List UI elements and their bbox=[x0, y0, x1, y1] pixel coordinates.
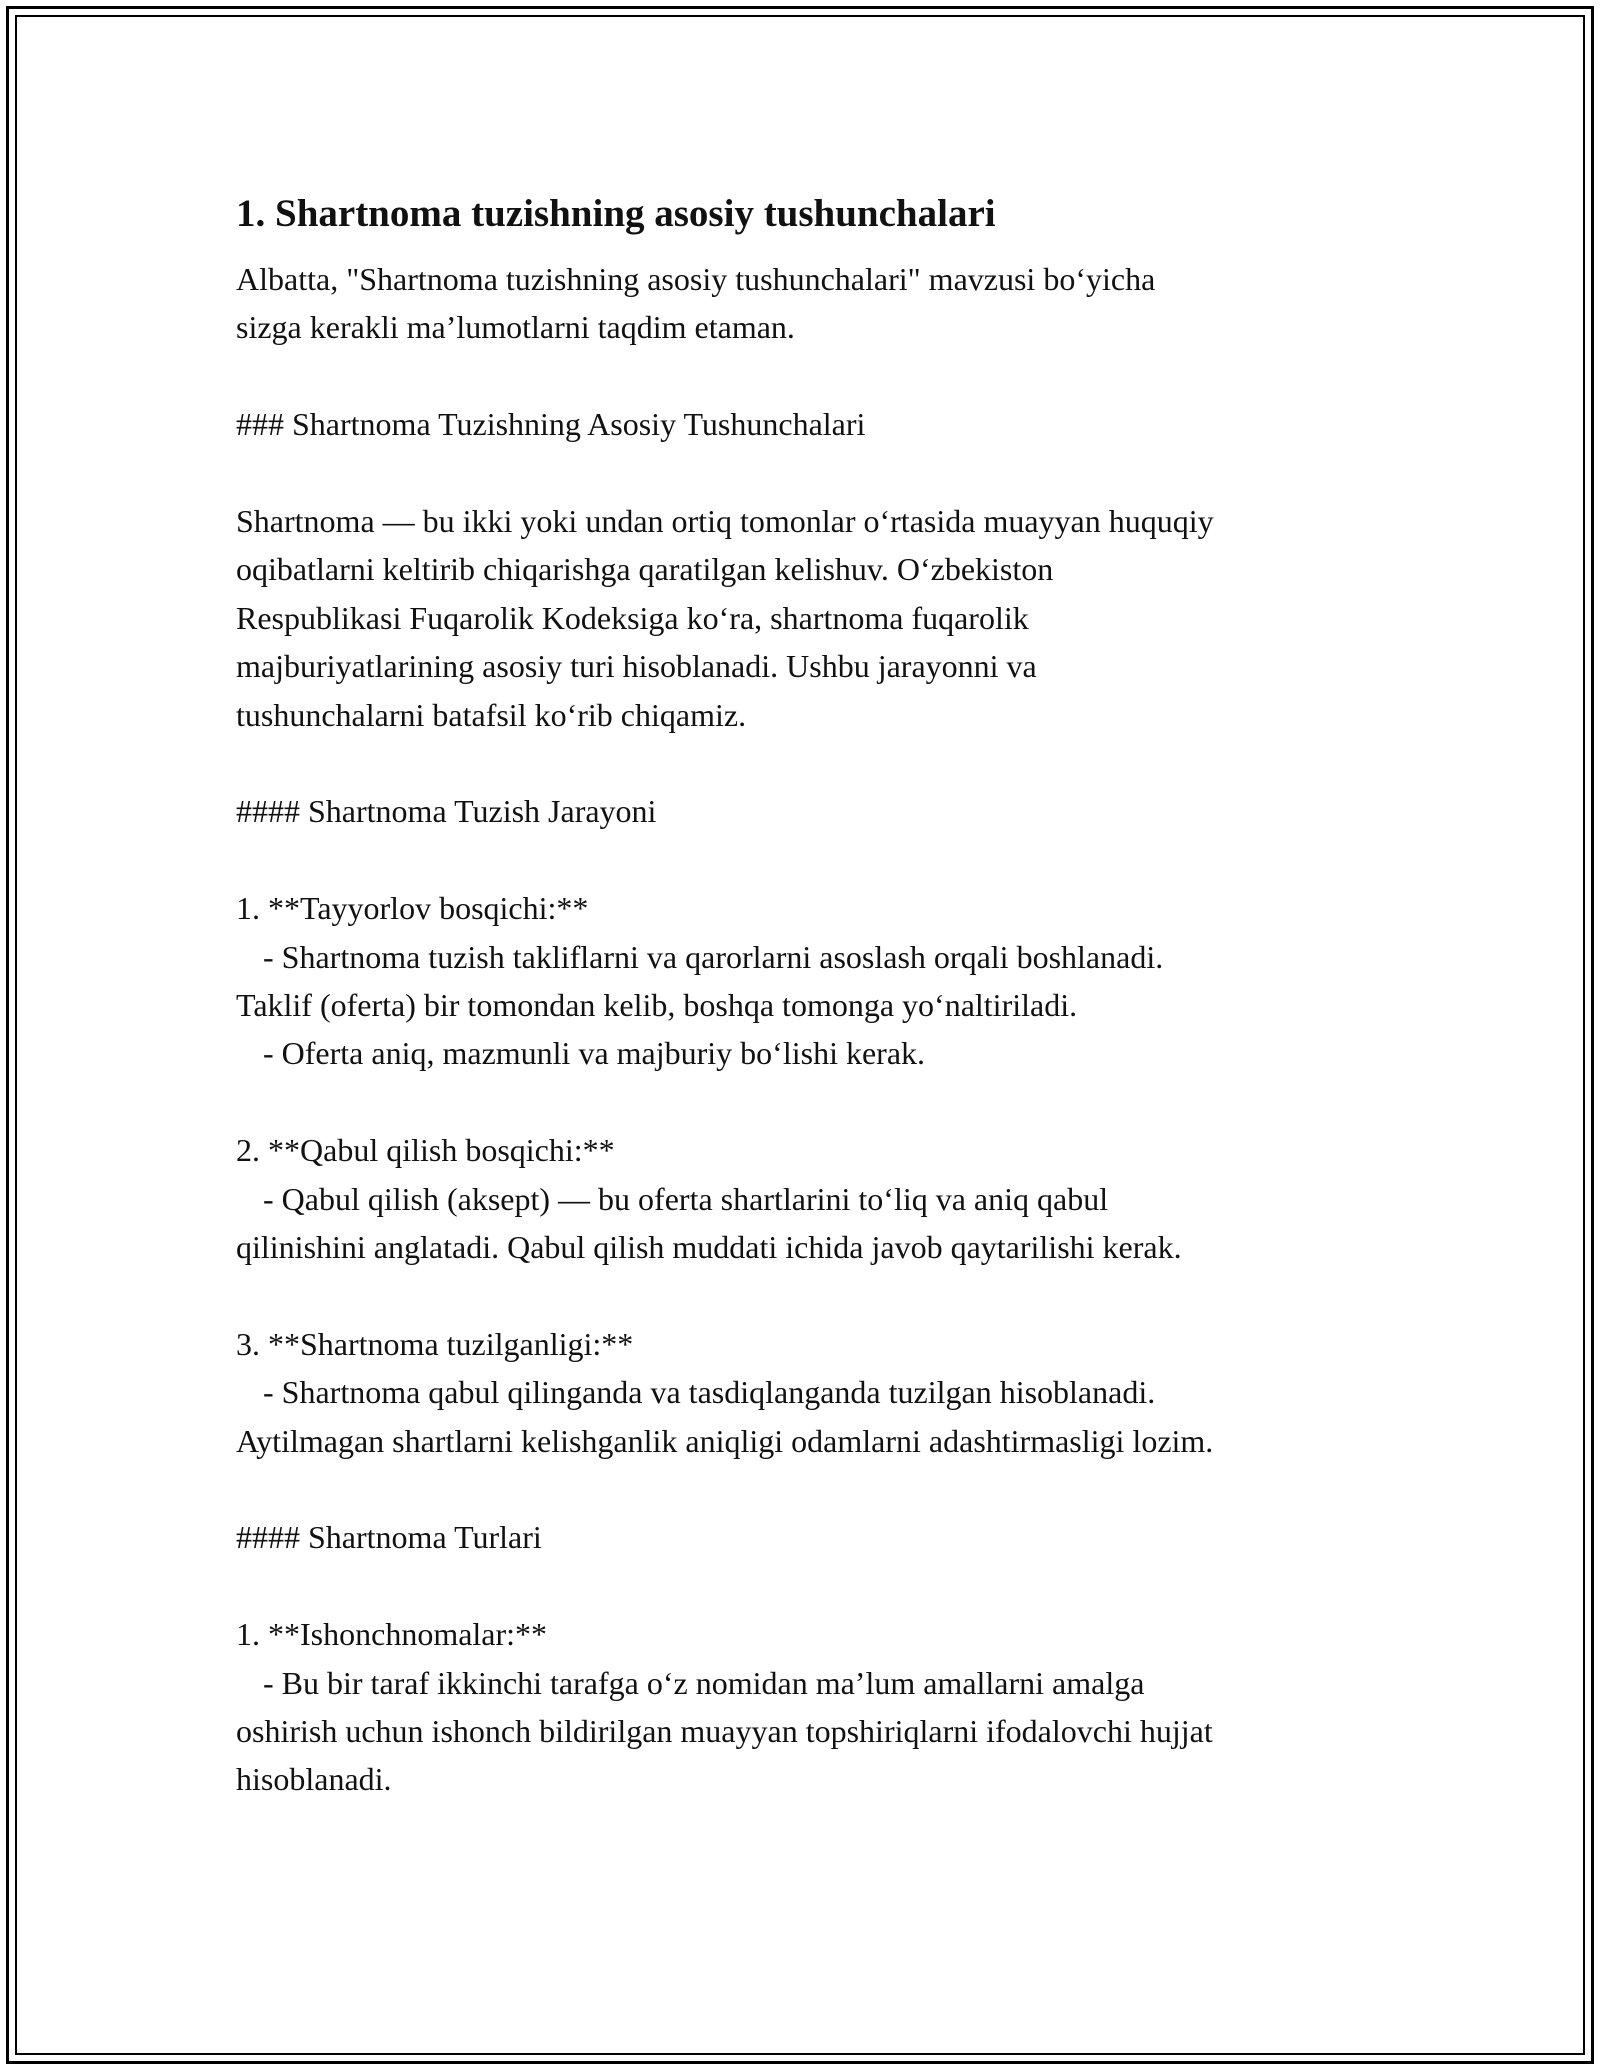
definition-line-2: oqibatlarni keltirib chiqarishga qaratilgan kelishuv. O‘zbekiston bbox=[236, 551, 1054, 588]
definition-line-4: majburiyatlarining asosiy turi hisoblanadi. Ushbu jarayonni va bbox=[236, 648, 1037, 685]
step3-title: 3. **Shartnoma tuzilganligi:** bbox=[236, 1325, 634, 1362]
document-body bbox=[236, 190, 1376, 1804]
definition-line-1: Shartnoma — bu ikki yoki undan ortiq tomonlar o‘rtasida muayyan huquqiy bbox=[236, 503, 1214, 539]
spacer bbox=[236, 1465, 1376, 1513]
step1-title: 1. **Tayyorlov bosqichi:** bbox=[236, 890, 589, 927]
type1-title: 1. **Ishonchnomalar:** bbox=[236, 1616, 548, 1653]
definition-line-5: tushunchalarni batafsil ko‘rib chiqamiz. bbox=[236, 696, 747, 733]
spacer bbox=[236, 1271, 1376, 1319]
intro-line-2: sizga kerakli ma’lumotlarni taqdim etaman. bbox=[236, 309, 795, 346]
step3-bullet1-line1: - Shartnoma qabul qilinganda va tasdiqlanganda tuzilgan hisoblanadi. bbox=[263, 1374, 1156, 1411]
heading-types: #### Shartnoma Turlari bbox=[236, 1519, 542, 1556]
step1-bullet1-line1: - Shartnoma tuzish takliflarni va qarorlarni asoslash orqali boshlanadi. bbox=[263, 938, 1164, 975]
step1-bullet1-line2: Taklif (oferta) bir tomondan kelib, boshqa tomonga yo‘naltiriladi. bbox=[236, 987, 1078, 1024]
type1-bullet1-line2: oshirish uchun ishonch bildirilgan muayyan topshiriqlarni ifodalovchi hujjat bbox=[236, 1713, 1213, 1750]
step3-bullet1-line2: Aytilmagan shartlarni kelishganlik aniqligi odamlarni adashtirmasligi lozim. bbox=[236, 1422, 1214, 1459]
spacer bbox=[236, 739, 1376, 787]
spacer bbox=[236, 836, 1376, 884]
heading-process: #### Shartnoma Tuzish Jarayoni bbox=[236, 793, 657, 830]
intro-line-1: Albatta, "Shartnoma tuzishning asosiy tushunchalari" mavzusi bo‘yicha bbox=[236, 261, 1156, 297]
spacer bbox=[236, 449, 1376, 497]
spacer bbox=[236, 352, 1376, 400]
step2-bullet1-line2: qilinishini anglatadi. Qabul qilish muddati ichida javob qaytarilishi kerak. bbox=[236, 1229, 1182, 1266]
document-title: 1. Shartnoma tuzishning asosiy tushunchalari bbox=[236, 192, 996, 235]
step2-title: 2. **Qabul qilish bosqichi:** bbox=[236, 1132, 615, 1169]
step2-bullet1-line1: - Qabul qilish (aksept) — bu oferta shartlarini to‘liq va aniq qabul bbox=[263, 1180, 1109, 1217]
step1-bullet2: - Oferta aniq, mazmunli va majburiy bo‘lishi kerak. bbox=[263, 1035, 926, 1072]
type1-bullet1-line3: hisoblanadi. bbox=[236, 1761, 392, 1798]
type1-bullet1-line1: - Bu bir taraf ikkinchi tarafga o‘z nomidan ma’lum amallarni amalga bbox=[263, 1664, 1145, 1701]
spacer bbox=[236, 1078, 1376, 1126]
spacer bbox=[236, 1562, 1376, 1610]
definition-line-3: Respublikasi Fuqarolik Kodeksiga ko‘ra, shartnoma fuqarolik bbox=[236, 599, 1029, 636]
heading-main: ### Shartnoma Tuzishning Asosiy Tushunchalari bbox=[236, 406, 866, 443]
